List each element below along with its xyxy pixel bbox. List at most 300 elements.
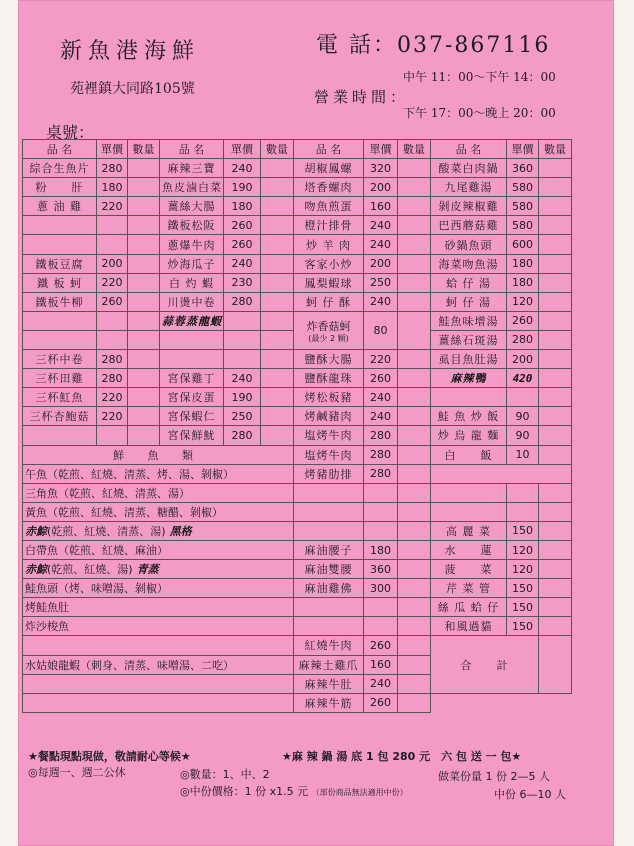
menu-item-price: 240 (364, 292, 398, 311)
quantity-cell[interactable] (128, 197, 160, 216)
menu-item-price: 260 (507, 311, 539, 330)
menu-item-name: 鮭魚味增湯 (431, 311, 507, 330)
handwritten-fish-name: 赤鯮 (25, 524, 47, 538)
table-row (23, 693, 572, 712)
menu-item-name: 蒜蓉蒸龍蝦 (160, 311, 224, 330)
menu-item-price: 90 (507, 407, 539, 426)
quantity-cell[interactable] (128, 178, 160, 197)
quantity-cell[interactable] (261, 426, 294, 445)
table-row (23, 197, 572, 216)
menu-item-name: 橙汁排骨 (294, 216, 364, 235)
menu-item-price: 150 (507, 617, 539, 636)
menu-item-name (294, 598, 364, 617)
quantity-cell[interactable] (539, 350, 572, 369)
footer-note-hotpot-promo: ★麻 辣 鍋 湯 底 1 包 280 元 六 包 送 一 包★ (282, 750, 522, 763)
menu-item-price (364, 502, 398, 521)
menu-item-name: 麻油腰子 (294, 540, 364, 559)
empty-cell (431, 464, 572, 483)
menu-item-name: 白 飯 (431, 445, 507, 464)
quantity-cell[interactable] (398, 254, 431, 273)
quantity-cell[interactable] (398, 464, 431, 483)
quantity-cell[interactable] (398, 350, 431, 369)
menu-item-name: 宮保皮蛋 (160, 388, 224, 407)
seafood-item: 午魚（乾煎、紅燒、清蒸、烤、湯、剝椒） (23, 464, 294, 483)
quantity-cell[interactable] (398, 369, 431, 388)
menu-item-price: 150 (507, 579, 539, 598)
quantity-cell[interactable] (539, 407, 572, 426)
menu-item-name: 砂鍋魚頭 (431, 235, 507, 254)
menu-item-name: 麻辣土雞爪 (294, 655, 364, 674)
col-header-name: 品 名 (431, 140, 507, 159)
quantity-cell[interactable] (539, 273, 572, 292)
quantity-cell[interactable] (398, 483, 431, 502)
quantity-cell[interactable] (398, 273, 431, 292)
hours-evening: 下午 17：00～晚上 20：00 (403, 106, 556, 120)
menu-item-name (294, 502, 364, 521)
menu-item-price: 90 (507, 426, 539, 445)
quantity-cell[interactable] (398, 655, 431, 674)
menu-item-price (507, 388, 539, 407)
col-header-price: 單價 (364, 140, 398, 159)
menu-item-name: 塩烤牛肉 (294, 426, 364, 445)
menu-item-price: 280 (97, 159, 128, 178)
table-row (23, 598, 572, 617)
quantity-cell[interactable] (398, 636, 431, 655)
quantity-cell[interactable] (539, 388, 572, 407)
menu-item-name: 蔥 油 雞 (23, 197, 97, 216)
seafood-item (23, 560, 294, 579)
table-row (23, 540, 572, 559)
menu-item-price: 280 (364, 445, 398, 464)
quantity-cell[interactable] (398, 540, 431, 559)
seafood-item: 白帶魚（乾煎、紅燒、麻油） (23, 540, 294, 559)
menu-item-name: 炒 羊 肉 (294, 235, 364, 254)
quantity-cell[interactable] (539, 540, 572, 559)
menu-item-price: 180 (364, 540, 398, 559)
menu-item-price: 200 (97, 254, 128, 273)
menu-item-name (294, 617, 364, 636)
menu-item-name: 麻油雙腰 (294, 560, 364, 579)
menu-item-name: 炒 烏 龍 麵 (431, 426, 507, 445)
col-header-name: 品 名 (160, 140, 224, 159)
menu-item-price: 220 (97, 273, 128, 292)
quantity-cell[interactable] (539, 216, 572, 235)
seafood-section-title: 鮮 魚 類 (23, 445, 294, 464)
menu-item-price (97, 330, 128, 349)
menu-item-name: 粉 肝 (23, 178, 97, 197)
menu-item-price: 220 (97, 407, 128, 426)
quantity-cell[interactable] (128, 369, 160, 388)
menu-item-price: 260 (97, 292, 128, 311)
menu-item-price: 250 (364, 273, 398, 292)
menu-item-price: 260 (364, 636, 398, 655)
table-row (23, 426, 572, 445)
menu-item-price: 80 (364, 311, 398, 349)
menu-item-name: 宮保蝦仁 (160, 407, 224, 426)
quantity-cell[interactable] (261, 311, 294, 330)
menu-item-name (294, 311, 364, 349)
menu-item-price: 200 (507, 350, 539, 369)
menu-item-name: 麻辣牛筋 (294, 693, 364, 712)
menu-item-name: 菠 菜 (431, 560, 507, 579)
quantity-cell[interactable] (398, 502, 431, 521)
menu-item-name: 虱目魚肚湯 (431, 350, 507, 369)
quantity-cell[interactable] (128, 407, 160, 426)
menu-item-name: 蛤 仔 湯 (431, 273, 507, 292)
menu-item-name: 鹽酥大腸 (294, 350, 364, 369)
seafood-item (23, 693, 294, 712)
menu-item-name: 三杯中卷 (23, 350, 97, 369)
table-row (23, 617, 572, 636)
quantity-cell[interactable] (261, 178, 294, 197)
menu-item-name: 烤豬肋排 (294, 464, 364, 483)
shop-name: 新魚港海鮮 (60, 39, 201, 64)
menu-item-price (97, 426, 128, 445)
quantity-cell[interactable] (261, 159, 294, 178)
menu-item-name: 和風過貓 (431, 617, 507, 636)
quantity-cell[interactable] (128, 159, 160, 178)
menu-item-label: 炸香菇蚵 (306, 319, 351, 333)
quantity-cell[interactable] (261, 235, 294, 254)
quantity-cell[interactable] (539, 426, 572, 445)
menu-item-name: 麻辣鴨 (431, 369, 507, 388)
menu-item-price: 250 (224, 407, 261, 426)
quantity-cell[interactable] (539, 445, 572, 464)
menu-item-price: 120 (507, 540, 539, 559)
seafood-item (23, 636, 294, 655)
menu-item-name: 塩烤牛肉 (294, 445, 364, 464)
menu-item-price: 360 (507, 159, 539, 178)
quantity-cell[interactable] (128, 311, 160, 330)
quantity-cell[interactable] (539, 502, 572, 521)
address: 苑裡鎮大同路105號 (70, 81, 195, 97)
table-row (23, 464, 572, 483)
menu-item-name (160, 350, 224, 369)
quantity-cell[interactable] (128, 235, 160, 254)
menu-item-price: 240 (364, 674, 398, 693)
quantity-cell[interactable] (261, 369, 294, 388)
quantity-cell[interactable] (398, 216, 431, 235)
menu-item-name: 剝皮辣椒雞 (431, 197, 507, 216)
menu-item-name: 鐵 板 蚵 (23, 273, 97, 292)
table-row (23, 350, 572, 369)
quantity-cell[interactable] (128, 254, 160, 273)
menu-item-name (294, 483, 364, 502)
menu-item-name: 水 蓮 (431, 540, 507, 559)
quantity-cell[interactable] (261, 292, 294, 311)
quantity-cell[interactable] (539, 598, 572, 617)
menu-item-name: 宮保雞丁 (160, 369, 224, 388)
quantity-cell[interactable] (539, 617, 572, 636)
menu-item-name: 麻油雞佛 (294, 579, 364, 598)
menu-item-name: 九尾雞湯 (431, 178, 507, 197)
seafood-item (23, 521, 294, 540)
table-number-label: 桌號： (46, 123, 95, 142)
quantity-cell[interactable] (398, 235, 431, 254)
menu-item-price: 260 (364, 369, 398, 388)
quantity-cell[interactable] (398, 178, 431, 197)
table-row (23, 140, 572, 159)
quantity-cell[interactable] (398, 579, 431, 598)
quantity-cell[interactable] (539, 197, 572, 216)
table-row (23, 178, 572, 197)
menu-item-name: 鐵板松阪 (160, 216, 224, 235)
quantity-cell[interactable] (539, 235, 572, 254)
menu-item-price: 360 (364, 560, 398, 579)
menu-item-name (23, 330, 97, 349)
col-header-price: 單價 (507, 140, 539, 159)
menu-item-price: 220 (364, 350, 398, 369)
menu-item-price: 280 (224, 426, 261, 445)
menu-item-name: 麻辣牛肚 (294, 674, 364, 693)
menu-item-name: 麻辣三寶 (160, 159, 224, 178)
seafood-item: 水姑娘龍蝦（刺身、清蒸、味噌湯、二吃） (23, 655, 294, 674)
menu-item-price: 180 (97, 178, 128, 197)
table-row (23, 388, 572, 407)
seafood-item: 烤鮭魚肚 (23, 598, 294, 617)
menu-item-price (97, 311, 128, 330)
table-row (23, 235, 572, 254)
menu-item-price: 280 (97, 350, 128, 369)
menu-item-price: 180 (507, 254, 539, 273)
quantity-cell[interactable] (261, 197, 294, 216)
menu-item-name: 薑絲石斑湯 (431, 330, 507, 349)
menu-item-price (364, 617, 398, 636)
quantity-cell[interactable] (398, 693, 431, 712)
menu-item-price (364, 598, 398, 617)
quantity-cell[interactable] (398, 521, 431, 540)
col-header-qty: 數量 (128, 140, 160, 159)
quantity-cell[interactable] (128, 330, 160, 349)
table-row (23, 159, 572, 178)
menu-item-price: 280 (97, 369, 128, 388)
quantity-cell[interactable] (128, 273, 160, 292)
footer-size-options: ◎數量：1、中、2 (180, 768, 270, 781)
quantity-cell[interactable] (398, 617, 431, 636)
menu-item-price: 180 (507, 273, 539, 292)
menu-item-name: 蚵 仔 湯 (431, 292, 507, 311)
quantity-cell[interactable] (539, 311, 572, 330)
seafood-item: 黃魚（乾煎、紅燒、清蒸、糖醋、剝椒） (23, 502, 294, 521)
menu-item-name (431, 388, 507, 407)
quantity-cell[interactable] (128, 350, 160, 369)
menu-item-price: 220 (97, 197, 128, 216)
menu-item-price: 180 (224, 197, 261, 216)
menu-item-name: 吻魚煎蛋 (294, 197, 364, 216)
handwritten-note: 黑格 (169, 524, 192, 538)
menu-item-name: 炒海瓜子 (160, 254, 224, 273)
menu-item-price: 220 (97, 388, 128, 407)
quantity-cell[interactable] (398, 197, 431, 216)
quantity-cell[interactable] (261, 388, 294, 407)
menu-item-price: 580 (507, 216, 539, 235)
col-header-qty: 數量 (539, 140, 572, 159)
menu-item-price: 10 (507, 445, 539, 464)
footer-mid-portion: 中份 6—10 人 (494, 788, 566, 801)
menu-item-name: 烤鹹豬肉 (294, 407, 364, 426)
menu-item-price: 160 (364, 197, 398, 216)
menu-item-price: 420 (507, 369, 539, 388)
menu-item-name: 酸菜白肉鍋 (431, 159, 507, 178)
total-cell[interactable] (539, 636, 572, 693)
menu-item-name: 鐵板牛柳 (23, 292, 97, 311)
quantity-cell[interactable] (398, 292, 431, 311)
menu-item-name: 鐵板豆腐 (23, 254, 97, 273)
menu-item-price: 230 (224, 273, 261, 292)
menu-item-name: 巴西蘑菇雞 (431, 216, 507, 235)
menu-item-price: 580 (507, 178, 539, 197)
menu-item-price (507, 483, 539, 502)
menu-item-name (431, 502, 507, 521)
menu-item-name: 高 麗 菜 (431, 521, 507, 540)
menu-item-name: 三杯魟魚 (23, 388, 97, 407)
quantity-cell[interactable] (398, 159, 431, 178)
quantity-cell[interactable] (128, 292, 160, 311)
menu-item-name: 宮保鮮魷 (160, 426, 224, 445)
menu-item-price (364, 521, 398, 540)
quantity-cell[interactable] (398, 311, 431, 349)
menu-item-price: 240 (364, 216, 398, 235)
menu-item-price: 120 (507, 292, 539, 311)
menu-item-name: 紅燒牛肉 (294, 636, 364, 655)
menu-item-price: 160 (364, 655, 398, 674)
hours-noon: 中午 11：00～下午 14：00 (403, 70, 556, 84)
total-label: 合 計 (431, 636, 539, 693)
menu-item-name (23, 235, 97, 254)
phone-number: 電 話：037-867116 (316, 33, 551, 58)
quantity-cell[interactable] (128, 388, 160, 407)
menu-item-price: 190 (224, 178, 261, 197)
menu-item-price: 260 (224, 216, 261, 235)
table-row (23, 521, 572, 540)
quantity-cell[interactable] (398, 407, 431, 426)
menu-item-price: 320 (364, 159, 398, 178)
table-row (23, 445, 572, 464)
menu-item-price: 280 (507, 330, 539, 349)
menu-item-price: 600 (507, 235, 539, 254)
menu-table (22, 139, 572, 713)
quantity-cell[interactable] (398, 388, 431, 407)
menu-item-name (431, 483, 507, 502)
quantity-cell[interactable] (261, 254, 294, 273)
col-header-name: 品 名 (23, 140, 97, 159)
quantity-cell[interactable] (398, 560, 431, 579)
quantity-cell[interactable] (128, 216, 160, 235)
table-row (23, 273, 572, 292)
menu-item-price: 120 (507, 560, 539, 579)
seafood-item: 炸沙梭魚 (23, 617, 294, 636)
footer-closed-days: ◎每週一、週二公休 (28, 766, 126, 779)
quantity-cell[interactable] (539, 521, 572, 540)
menu-item-name: 胡椒鳳螺 (294, 159, 364, 178)
table-row (23, 216, 572, 235)
quantity-cell[interactable] (261, 350, 294, 369)
handwritten-note: 青蒸 (136, 563, 159, 577)
quantity-cell[interactable] (539, 560, 572, 579)
menu-item-price: 240 (224, 159, 261, 178)
menu-item-name: 魚皮滷白菜 (160, 178, 224, 197)
menu-item-price: 200 (364, 254, 398, 273)
menu-item-name (294, 521, 364, 540)
table-row (23, 483, 572, 502)
menu-item-price: 240 (364, 235, 398, 254)
menu-item-name (160, 330, 224, 349)
table-row (23, 292, 572, 311)
menu-item-price: 240 (224, 254, 261, 273)
menu-item-name: 鳳梨蝦球 (294, 273, 364, 292)
quantity-cell[interactable] (539, 178, 572, 197)
menu-item-price: 240 (364, 407, 398, 426)
col-header-qty: 數量 (261, 140, 294, 159)
col-header-price: 單價 (224, 140, 261, 159)
menu-item-name: 鹽酥龍珠 (294, 369, 364, 388)
quantity-cell[interactable] (261, 407, 294, 426)
menu-item-name: 芹 菜 管 (431, 579, 507, 598)
menu-item-price: 190 (224, 388, 261, 407)
menu-item-price: 200 (364, 178, 398, 197)
quantity-cell[interactable] (539, 579, 572, 598)
col-header-price: 單價 (97, 140, 128, 159)
seafood-item-label: (乾煎、紅燒、湯) (47, 563, 133, 577)
quantity-cell[interactable] (261, 330, 294, 349)
menu-item-price (97, 216, 128, 235)
table-row (23, 579, 572, 598)
menu-item-price: 580 (507, 197, 539, 216)
col-header-name: 品 名 (294, 140, 364, 159)
quantity-cell[interactable] (398, 445, 431, 464)
menu-item-name (23, 216, 97, 235)
quantity-cell[interactable] (128, 426, 160, 445)
table-row (23, 560, 572, 579)
menu-item-name: 綜合生魚片 (23, 159, 97, 178)
table-row (23, 311, 572, 330)
seafood-item: 鮭魚頭（烤、味噌湯、剝椒） (23, 579, 294, 598)
menu-item-note: (最少 2 顆) (308, 333, 349, 343)
menu-item-price (224, 311, 261, 330)
menu-item-price (364, 483, 398, 502)
menu-item-price: 260 (364, 693, 398, 712)
quantity-cell[interactable] (539, 292, 572, 311)
menu-item-name: 客家小炒 (294, 254, 364, 273)
menu-item-price (224, 330, 261, 349)
menu-item-name: 三杯杏鮑菇 (23, 407, 97, 426)
footer-mid-price: ◎中份價格：1 份 x1.5 元 （部份商品無法適用中份） (180, 785, 408, 798)
quantity-cell[interactable] (261, 273, 294, 292)
quantity-cell[interactable] (539, 483, 572, 502)
hours-label: 營業時間： (314, 88, 410, 106)
quantity-cell[interactable] (539, 159, 572, 178)
menu-item-price: 280 (364, 426, 398, 445)
menu-item-name: 三杯田雞 (23, 369, 97, 388)
col-header-qty: 數量 (398, 140, 431, 159)
quantity-cell[interactable] (398, 674, 431, 693)
table-row (23, 369, 572, 388)
quantity-cell[interactable] (539, 330, 572, 349)
table-row (23, 502, 572, 521)
menu-item-price: 280 (224, 292, 261, 311)
footer-note-made-to-order: ★餐點現點現做，敬請耐心等候★ (28, 750, 191, 763)
footer-portion-label: 做菜份量 1 份 2—5 人 (438, 770, 550, 783)
menu-item-name: 烤松板豬 (294, 388, 364, 407)
menu-item-price: 260 (224, 235, 261, 254)
menu-item-name: 塔香螺肉 (294, 178, 364, 197)
quantity-cell[interactable] (539, 369, 572, 388)
quantity-cell[interactable] (261, 216, 294, 235)
quantity-cell[interactable] (398, 598, 431, 617)
quantity-cell[interactable] (398, 426, 431, 445)
menu-item-name: 絲 瓜 蛤 仔 (431, 598, 507, 617)
quantity-cell[interactable] (539, 254, 572, 273)
